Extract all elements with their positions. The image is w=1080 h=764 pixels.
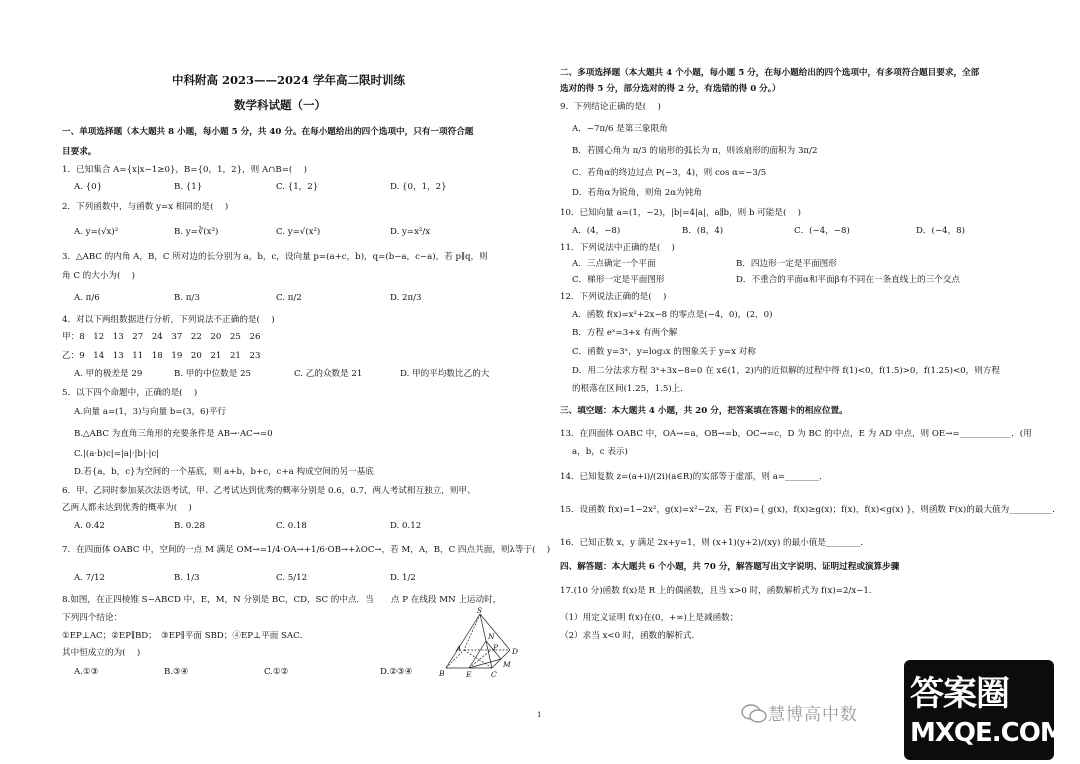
option: B．(8，4)	[682, 226, 724, 236]
option: D. y=x²/x	[390, 227, 431, 237]
question-3: 3．△ABC 的内角 A，B，C 所对边的长分别为 a，b，c，设向量 p=(a+c，b)，q=(b−a，c−a)，若 p∥q，则	[62, 252, 488, 262]
question-5: 5．以下四个命题中，正确的是( )	[62, 388, 198, 398]
wechat-account-name: 慧博高中数	[768, 705, 858, 725]
option: B. π/3	[174, 293, 200, 303]
option: D. 1/2	[390, 573, 416, 583]
question-9-option-a: A．−7π/6 是第三象限角	[572, 124, 668, 134]
option: C. 5/12	[276, 573, 308, 583]
option: D. {0，1，2}	[390, 182, 447, 192]
option: A. {0}	[74, 182, 103, 192]
question-14: 14．已知复数 z=(a+i)/(2i)(a∈R)的实部等于虚部，则 a=________．	[560, 472, 828, 482]
question-8-statements: ①EP⊥AC；②EP∥BD； ③EP∥平面 SBD；④EP⊥平面 SAC．	[62, 631, 309, 641]
question-11-options-cd	[572, 275, 960, 285]
question-12-option-c: C．函数 y=3ˣ，y=log₃x 的图象关于 y=x 对称	[572, 347, 756, 357]
wechat-icon	[740, 702, 768, 724]
fig-label-c: C	[491, 670, 497, 679]
option: A. 甲的极差是 29	[74, 369, 143, 379]
question-6-options	[74, 521, 421, 531]
question-4: 4．对以下两组数据进行分析，下列说法不正确的是( )	[62, 315, 275, 325]
option: C. y=√(x²)	[276, 227, 321, 237]
question-13: 13．在四面体 OABC 中，OA→=a，OB→=b，OC→=c，D 为 BC 的中点，E 为 AD 中点，则 OE→=____________．(用	[560, 429, 1032, 439]
stamp-bottom-text: MXQE.COM	[910, 718, 1065, 748]
question-12-option-d: D．用二分法求方程 3ˣ+3x−8=0 在 x∈(1，2)内的近似解的过程中得 f(1)<0，f(1.5)>0，f(1.25)<0，则方程	[572, 366, 1000, 376]
question-12-option-d-cont: 的根落在区间(1.25，1.5)上．	[572, 384, 689, 394]
question-9: 9．下列结论正确的是( )	[560, 102, 661, 112]
question-10: 10．已知向量 a=(1，−2)，|b|=4|a|，a∥b，则 b 可能是( )	[560, 208, 802, 218]
option: B. y=∛(x³)	[174, 227, 219, 237]
question-5-option-c: C.|(a·b)c|=|a|·|b|·|c|	[74, 449, 160, 459]
option: C.①②	[264, 667, 289, 677]
fig-label-d: D	[512, 647, 519, 656]
stamp-top-text: 答案圈	[910, 674, 1009, 714]
fig-label-a: A	[456, 644, 462, 653]
option: D. 0.12	[390, 521, 422, 531]
question-9-option-d: D．若角α为锐角，则角 2α为钝角	[572, 188, 702, 198]
section-4-heading: 四、解答题：本大题共 6 个小题，共 70 分，解答题写出文字说明、证明过程或演算步骤	[560, 562, 900, 572]
page-number: 1	[537, 711, 542, 719]
option: A.①③	[74, 667, 99, 677]
option: D. 2π/3	[390, 293, 422, 303]
question-9-option-c: C．若角α的终边过点 P(−3，4)，则 cos α=−3/5	[572, 168, 767, 178]
exam-subtitle: 数学科试题（一）	[234, 98, 326, 112]
question-1: 1．已知集合 A={x|x−1≥0}，B={0，1，2}，则 A∩B=( )	[62, 165, 307, 175]
question-8-ask: 其中恒成立的为( )	[62, 648, 141, 658]
option: B．四边形一定是平面图形	[736, 259, 837, 269]
option: B. 甲的中位数是 25	[174, 369, 252, 379]
question-12-option-a: A．函数 f(x)=x²+2x−8 的零点是(−4，0)，(2，0)	[572, 310, 773, 320]
question-11-options-ab	[572, 259, 837, 269]
data-row-jia: 甲：8 12 13 27 24 37 22 20 25 26	[62, 332, 261, 342]
question-9-option-b: B．若圆心角为 π/3 的扇形的弧长为 π，则该扇形的面积为 3π/2	[572, 146, 818, 156]
wechat-watermark	[740, 700, 858, 725]
question-1-options	[74, 182, 447, 192]
question-2: 2．下列函数中，与函数 y=x 相同的是( )	[62, 202, 229, 212]
option: B.③④	[164, 667, 189, 677]
question-17: 17.(10 分)函数 f(x)是 R 上的偶函数，且当 x>0 时，函数解析式为 f(x)=2/x−1．	[560, 586, 878, 596]
option: A. 7/12	[74, 573, 105, 583]
option: D．不重合的平面α和平面β有不同在一条直线上的三个交点	[736, 275, 960, 285]
option: C. {1，2}	[276, 182, 319, 192]
answer-stamp-logo	[904, 660, 1065, 760]
question-8: 8.如图，在正四棱锥 S−ABCD 中，E，M，N 分别是 BC，CD，SC 的中点．当 点 P 在线段 MN 上运动时，	[62, 595, 502, 605]
question-5-option-a: A.向量 a=(1，3)与向量 b=(3，6)平行	[74, 407, 227, 417]
question-7-options	[74, 573, 416, 583]
option: D. 甲的平均数比乙的大	[400, 369, 490, 379]
option: A. 0.42	[74, 521, 105, 531]
question-12-option-b: B．方程 eˣ=3+x 有两个解	[572, 328, 678, 338]
section-2-heading-cont: 选对的得 5 分，部分选对的得 2 分，有选错的得 0 分。）	[560, 84, 781, 94]
question-5-option-b: B.△ABC 为直角三角形的充要条件是 AB→·AC→=0	[74, 429, 273, 439]
question-12: 12．下列说法正确的是( )	[560, 292, 667, 302]
fig-label-b: B	[439, 669, 445, 678]
question-3-options	[74, 293, 422, 303]
option: A．(4，−8)	[572, 226, 621, 236]
fig-label-p: P	[493, 643, 499, 652]
question-8-options	[74, 667, 412, 677]
pyramid-figure	[436, 606, 528, 682]
question-4-options	[74, 369, 489, 379]
question-6: 6．甲、乙同时参加某次法语考试，甲、乙考试达到优秀的概率分别是 0.6，0.7，两人考试相互独立，则甲、	[62, 486, 476, 496]
option: C．(−4，−8)	[794, 226, 850, 236]
question-17-part-1: （1）用定义证明 f(x)在(0，+∞)上是减函数；	[560, 613, 739, 623]
option: D.②③④	[380, 667, 413, 677]
option: A. π/6	[74, 293, 100, 303]
section-1-heading: 一、单项选择题（本大题共 8 小题，每小题 5 分，共 40 分。在每小题给出的四个选项中，只有一项符合题	[62, 127, 474, 137]
option: C. π/2	[276, 293, 302, 303]
section-1-heading-cont: 目要求。	[62, 147, 97, 157]
question-5-option-d: D.若{a，b，c}为空间的一个基底，则 a+b，b+c，c+a 构成空间的另一基底	[74, 467, 374, 477]
question-6-cont: 乙两人都未达到优秀的概率为( )	[62, 503, 192, 513]
question-15: 15．设函数 f(x)=1−2x²，g(x)=x²−2x，若 F(x)={ g(x)，f(x)≥g(x)；f(x)，f(x)<g(x) }，则函数 F(x)的最大值为__________．	[560, 505, 1061, 515]
fig-label-n: N	[488, 632, 495, 641]
fig-label-e: E	[466, 670, 472, 679]
question-8-cont: 下列四个结论：	[62, 613, 123, 623]
fig-label-s: S	[477, 606, 483, 615]
question-11: 11．下列说法中正确的是( )	[560, 243, 675, 253]
question-7: 7．在四面体 OABC 中，空间的一点 M 满足 OM→=1/4·OA→+1/6·OB→+λOC→，若 M，A，B，C 四点共面，则λ等于( )	[62, 545, 551, 555]
fig-label-m: M	[503, 660, 511, 669]
option: B. 0.28	[174, 521, 205, 531]
option: C．梯形一定是平面图形	[572, 275, 665, 285]
option: A．三点确定一个平面	[572, 259, 656, 269]
question-17-part-2: （2）求当 x<0 时，函数的解析式．	[560, 631, 701, 641]
option: A. y=(√x)²	[74, 227, 119, 237]
question-16: 16．已知正数 x，y 满足 2x+y=1，则 (x+1)(y+2)/(xy) 的最小值是________．	[560, 538, 869, 548]
option: C. 0.18	[276, 521, 307, 531]
option: B. {1}	[174, 182, 203, 192]
section-2-heading: 二、多项选择题（本大题共 4 个小题，每小题 5 分，在每小题给出的四个选项中，有多项符合题目要求，全部	[560, 68, 980, 78]
option: D．(−4，8)	[916, 226, 965, 236]
question-2-options	[74, 227, 430, 237]
option: C. 乙的众数是 21	[294, 369, 363, 379]
question-13-cont: a，b，c 表示)	[572, 447, 628, 457]
section-3-heading: 三、填空题：本大题共 4 小题，共 20 分，把答案填在答题卡的相应位置。	[560, 406, 848, 416]
exam-title: 中科附高 2023——2024 学年高二限时训练	[172, 73, 406, 87]
question-10-options	[572, 226, 965, 236]
question-3-cont: 角 C 的大小为( )	[62, 271, 136, 281]
data-row-yi: 乙：9 14 13 11 18 19 20 21 21 23	[62, 351, 261, 361]
option: B. 1/3	[174, 573, 200, 583]
